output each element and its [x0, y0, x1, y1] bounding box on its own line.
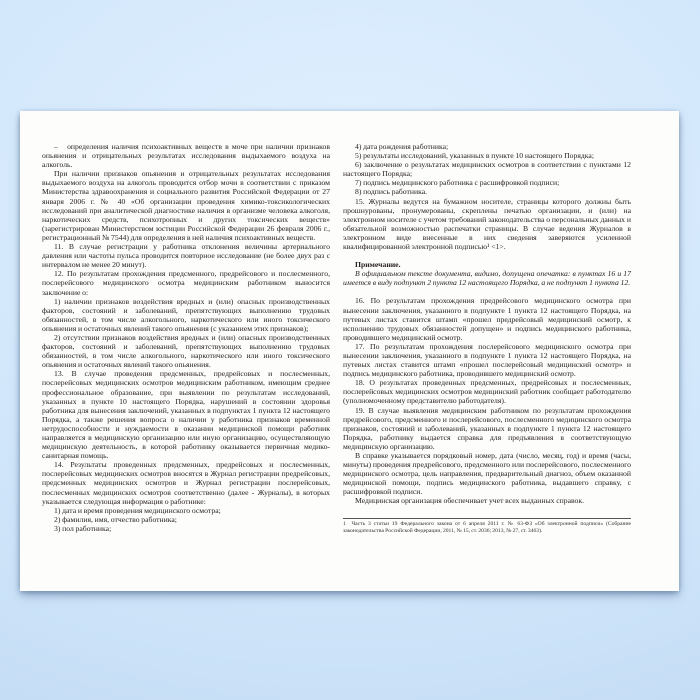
- list-item: 7) подпись медицинского работника с расшифровкой подписи;: [355, 178, 560, 188]
- list-item: 1) дата и время проведения медицинского осмотра;: [54, 505, 221, 515]
- list-item: 2) фамилия, имя, отчество работника;: [54, 514, 177, 524]
- right-column: [343, 142, 631, 535]
- list-item: 8) подпись работника.: [355, 187, 428, 197]
- paragraph: 18. О результатах проведенных предсменных, предрейсовых и послесменных, послерейсовых медицинских осмотров медицинский работник сообщает работодателю (уполномоченному представителю работодателя).: [343, 378, 631, 406]
- list-item: 4) дата рождения работника;: [355, 142, 449, 151]
- paragraph: 11. В случае регистрации у работника отклонения величины артериального давления или частоты пульса проводится повторное исследование (не более двух раз с интервалом не менее 20 минут).: [42, 242, 330, 270]
- paragraph: 1) наличии признаков воздействия вредных и (или) опасных производственных факторов, состояний и заболеваний, препятствующих выполнению трудовых обязанностей, в том числе алкогольного, наркотического или иного токсического опьянения и остаточных явлений такого опьянения (с указанием этих признаков);: [42, 296, 330, 333]
- paragraph: 14. Результаты проведенных предсменных, предрейсовых и послесменных, послерейсовых медицинских осмотров вносятся в Журнал регистрации предрейсовых, предсменных медицинских осмотров и Журнал регистрации послерейсовых, послесменных медицинских осмотров соответственно (далее - Журналы), в которых указывается следующая информация о работнике:: [42, 460, 330, 506]
- paragraph: 15. Журналы ведутся на бумажном носителе, страницы которого должны быть прошнурованы, пронумерованы, скреплены печатью организации, и (или) на электронном носителе с учетом требований законодательства о персональных данных и обязательной возможностью распечатки страницы. В случае ведения Журналов в электронном виде внесенные в них сведения заверяются усиленной квалифицированной электронной подписью¹ <1>.: [343, 196, 631, 252]
- footnote-text: 1 Часть 3 статьи 19 Федерального закона от 6 апреля 2011 г. № 63-ФЗ «Об электронной подписи» (Собрание законодательства Российской Федерации, 2011, № 15, ст. 2036; 2013, № 27, ст. 3463).: [343, 521, 631, 534]
- paragraph: 13. В случае проведения предсменных, предрейсовых и послесменных, послерейсовых медицинских осмотров медицинским работником, имеющим среднее профессиональное образование, при выявлении по результатам исследований, указанных в пункте 10 настоящего Порядка, нарушений в состоянии здоровья работника для вынесения заключений, указанных в подпунктах 1 пункта 12 настоящего Порядка, а также решения вопроса о наличии у работника признаков временной нетрудоспособности и нуждаемости в оказании медицинской помощи работник направляется в медицинскую организацию или иную организацию, осуществляющую медицинскую деятельность, в которой работнику оказывается первичная медико-санитарная помощь.: [42, 369, 330, 461]
- left-column: [42, 142, 330, 535]
- paragraph: 12. По результатам прохождения предсменного, предрейсового и послесменного, послерейсового медицинского осмотра медицинским работником выносится заключение о:: [42, 269, 330, 297]
- paragraph: При наличии признаков опьянения и отрицательных результатах исследования выдыхаемого воздуха на алкоголь проводится отбор мочи в соответствии с приказом Министерства здравоохранения и социального развития Российской Федерации от 27 января 2006 г. № 40 «Об организации проведения химико-токсикологических исследований при аналитической диагностике наличия в организме человека алкоголя, наркотических средств, психотропных и других токсических веществ» (зарегистрирован Министерством юстиции Российской Федерации 26 февраля 2006 г., регистрационный № 7544) для определения в ней наличия психоактивных веществ.: [42, 169, 330, 242]
- paragraph: – определения наличия психоактивных веществ в моче при наличии признаков опьянения и отрицательных результатах исследования выдыхаемого воздуха на алкоголь.: [42, 142, 330, 170]
- footnote-block: [343, 518, 631, 535]
- document-page: [20, 111, 679, 591]
- paragraph: 2) отсутствии признаков воздействия вредных и (или) опасных производственных факторов, состояний и заболеваний, препятствующих выполнению трудовых обязанностей, в том числе алкогольного, наркотического или иного токсического опьянения и остаточных явлений такого опьянения.: [42, 332, 330, 370]
- paragraph: 19. В случае выявления медицинским работником по результатам прохождения предрейсового, предсменного и послерейсового, послесменного медицинского осмотра признаков, состояний и заболеваний, указанных в подпункте 1 пункта 12 настоящего Порядка, работнику выдается справка для предъявления в соответствующую медицинскую организацию.: [343, 405, 631, 451]
- list-item: 5) результаты исследований, указанных в пункте 10 настоящего Порядка;: [355, 151, 594, 161]
- paragraph: В справке указывается порядковый номер, дата (число, месяц, год) и время (часы, минуты) проведения предрейсового, предсменного или послерейсового, послесменного медицинского осмотра, цель направления, предварительный диагноз, объем оказанной медицинской помощи, подпись медицинского работника, выдавшего справку, с расшифровкой подписи.: [343, 451, 631, 497]
- list-item: 6) заключение о результатах медицинских осмотров в соответствии с пунктами 12 настоящего Порядка;: [343, 160, 631, 179]
- paragraph: 17. По результатам прохождения послерейсового медицинского осмотра при вынесении заключения, указанного в подпункте 1 пункта 12 настоящего Порядка, на путевых листах ставится штамп «прошел послерейсовый медицинский осмотр» и подпись медицинского работника, проводившего медицинский осмотр.: [343, 341, 631, 379]
- note-heading: Примечание.: [355, 260, 401, 270]
- two-column-layout: [20, 111, 679, 535]
- paragraph: Медицинская организация обеспечивает учет всех выданных справок.: [355, 496, 585, 506]
- footnote-divider: [343, 518, 631, 519]
- paragraph: 16. По результатам прохождения предрейсового медицинского осмотра при вынесении заключения, указанного в подпункте 1 пункта 12 настоящего Порядка, на путевых листах ставится штамп «прошел предрейсовый медицинский осмотр, к исполнению трудовых обязанностей допущен» и подпись медицинского работника, проводившего медицинский осмотр.: [343, 296, 631, 342]
- list-item: 3) пол работника;: [54, 523, 112, 533]
- note-body: В официальном тексте документа, видимо, допущена опечатка: в пунктах 16 и 17 имеется в виду подпункт 2 пункта 12 настоящего Порядка, а не подпункт 1 пункта 12.: [343, 269, 631, 288]
